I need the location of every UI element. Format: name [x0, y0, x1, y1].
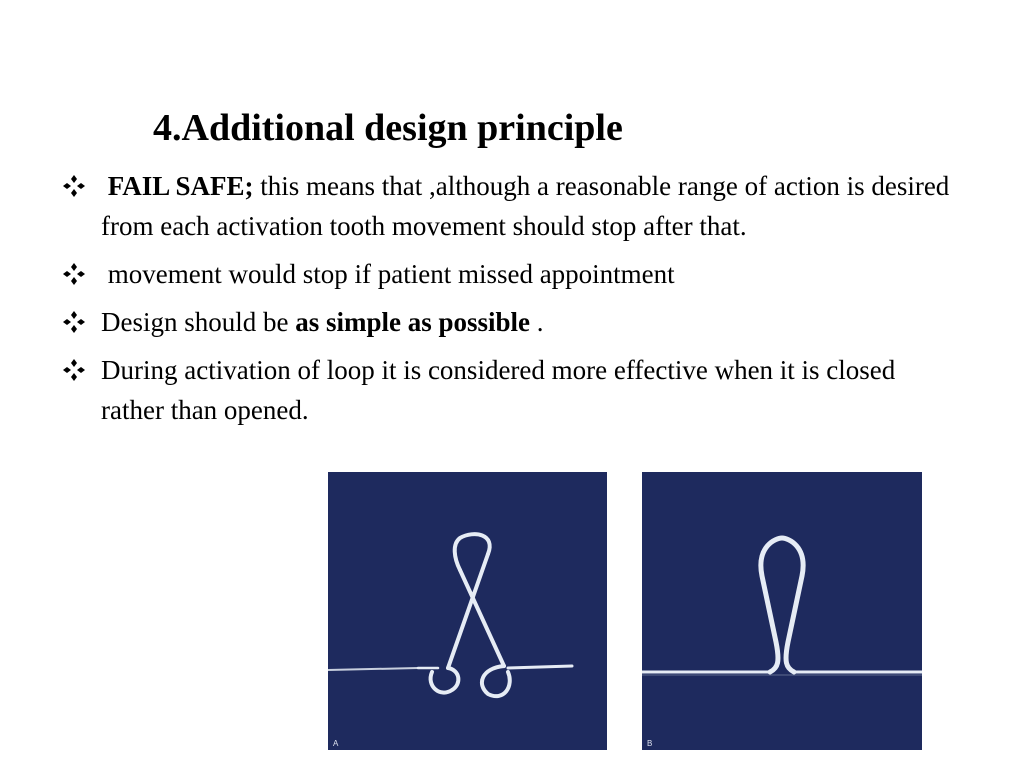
bullet-text: this means that ,although a reasonable range of action is desired from each activation tooth movement should stop after that.: [101, 171, 950, 241]
bullet-text: movement would stop if patient missed appointment: [107, 259, 675, 289]
four-diamond-bullet-icon: [62, 310, 86, 334]
figure-label-b: B: [647, 739, 653, 748]
bullet-bold-lead: FAIL SAFE;: [107, 171, 254, 201]
crossed-loop-wire-photo: [328, 472, 607, 750]
four-diamond-bullet-icon: [62, 174, 86, 198]
bullet-movement: [60, 254, 960, 294]
slide-title: 4.Additional design principle: [153, 107, 623, 149]
teardrop-loop-wire-photo: [642, 472, 922, 750]
bullet-design-simple: [60, 302, 960, 342]
bullet-activation-loop: [60, 350, 960, 430]
bullet-text-suffix: .: [530, 307, 544, 337]
four-diamond-bullet-icon: [62, 358, 86, 382]
bullet-fail-safe: [60, 166, 960, 246]
figure-label-a: A: [333, 739, 339, 748]
bullet-list: [60, 166, 960, 438]
bullet-text-bold: as simple as possible: [295, 307, 531, 337]
four-diamond-bullet-icon: [62, 262, 86, 286]
bullet-text: During activation of loop it is considered more effective when it is closed rather than opened.: [101, 355, 896, 425]
bullet-text-prefix: Design should be: [101, 307, 296, 337]
